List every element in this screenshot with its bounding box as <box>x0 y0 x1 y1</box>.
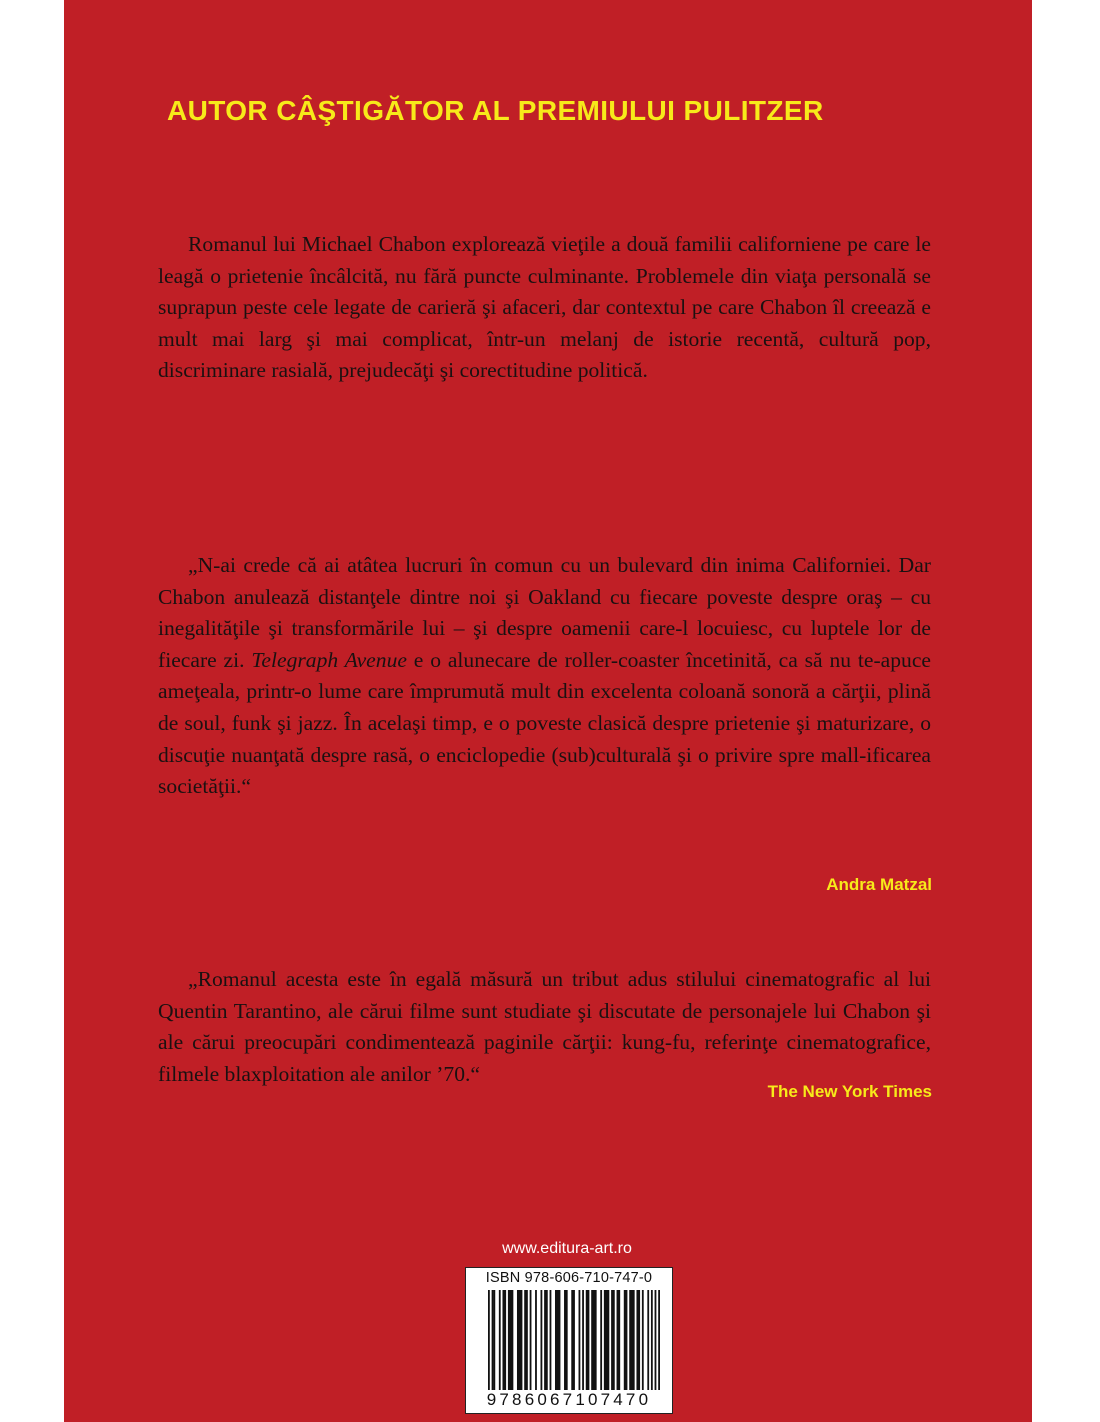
barcode-bar <box>611 1290 615 1390</box>
barcode-bar <box>582 1290 584 1390</box>
barcode-bar <box>517 1290 522 1390</box>
barcode-bar <box>530 1290 532 1390</box>
barcode-bar <box>636 1290 640 1390</box>
barcode-bar <box>600 1290 602 1390</box>
quote-paragraph-1 <box>158 550 931 803</box>
headline: AUTOR CÂŞTIGĂTOR AL PREMIULUI PULITZER <box>167 95 824 126</box>
barcode-bar <box>544 1290 548 1390</box>
barcode-bar <box>508 1290 513 1390</box>
barcode-number: 9786067107470 <box>486 1390 652 1409</box>
isbn-text: ISBN 978-606-710-747-0 <box>485 1270 653 1286</box>
barcode-bar <box>579 1290 581 1390</box>
quote1-attribution: Andra Matzal <box>826 875 932 894</box>
barcode-bar <box>564 1290 568 1390</box>
barcode-bar <box>617 1290 621 1390</box>
barcode-bar <box>488 1290 490 1390</box>
barcode-bar <box>658 1290 660 1390</box>
barcode-bar <box>571 1290 575 1390</box>
book-title: Telegraph Avenue <box>251 647 407 672</box>
barcode-bar <box>586 1290 590 1390</box>
quote-paragraph-2: „Romanul acesta este în egală măsură un tribut adus stilului cinematografic al lui Quentin Tarantino, ale cărui filme sunt studiate şi discutate de personajele lui Chabon şi ale cărui preocupări condimentează paginile cărţii: kung-fu, referinţe cinematografice, filmele blaxploitation ale anilor ’70.“ <box>158 967 931 1086</box>
barcode-bar <box>550 1290 552 1390</box>
barcode-bar <box>629 1290 634 1390</box>
quote1-text-before: „N-ai crede că ai atâtea lucruri în comun cu un bulevard din inima Californiei. Dar Chabon anulează distanţele dintre noi şi Oakland cu fiecare poveste despre oraş – cu inegalităţile şi transformările lui – şi despre oamenii care-l locuiesc, cu luptele lor de fiecare zi. <box>158 553 931 672</box>
barcode-bar <box>591 1290 596 1390</box>
barcode-bar <box>655 1290 657 1390</box>
barcode-bar <box>535 1290 537 1390</box>
barcode-bar <box>651 1290 653 1390</box>
barcode-label <box>465 1267 673 1414</box>
quote1-text-after: e o alunecare de roller-coaster încetinită, ca să nu te-apuce ameţeala, printr-o lume care împrumută mult din excelenta coloană sonoră a cărţii, plină de soul, funk şi jazz. În acelaşi timp, e o poveste clasică despre prietenie şi maturizare, o discuţie nuanţată despre rasă, o enciclopedie (sub)culturală şi o privire spre mall-ificarea societăţii.“ <box>158 647 932 799</box>
intro-paragraph: Romanul lui Michael Chabon explorează vieţile a două familii californiene pe care le leagă o prietenie încâlcită, nu fără puncte culminante. Problemele din viaţa personală se suprapun peste cele legate de carieră şi afaceri, dar contextul pe care Chabon îl creează e mult mai larg şi mai complicat, într-un melanj de istorie recentă, cultură pop, discriminare rasială, prejudecăţi şi corectitudine politică. <box>158 232 931 383</box>
quote2-attribution: The New York Times <box>767 1082 932 1101</box>
barcode-bar <box>604 1290 609 1390</box>
barcode-bar <box>624 1290 628 1390</box>
barcode-bar <box>502 1290 506 1390</box>
back-cover <box>64 0 1032 1422</box>
barcode-bar <box>524 1290 528 1390</box>
barcode-bar <box>493 1290 495 1390</box>
barcode-bar <box>499 1290 501 1390</box>
barcode-bar <box>541 1290 543 1390</box>
barcode-icon <box>486 1290 662 1390</box>
barcode-bar <box>642 1290 644 1390</box>
barcode-bar <box>555 1290 560 1390</box>
publisher-website: www.editura-art.ro <box>502 1240 632 1257</box>
barcode-bar <box>492 1290 494 1390</box>
barcode-bar <box>647 1290 649 1390</box>
